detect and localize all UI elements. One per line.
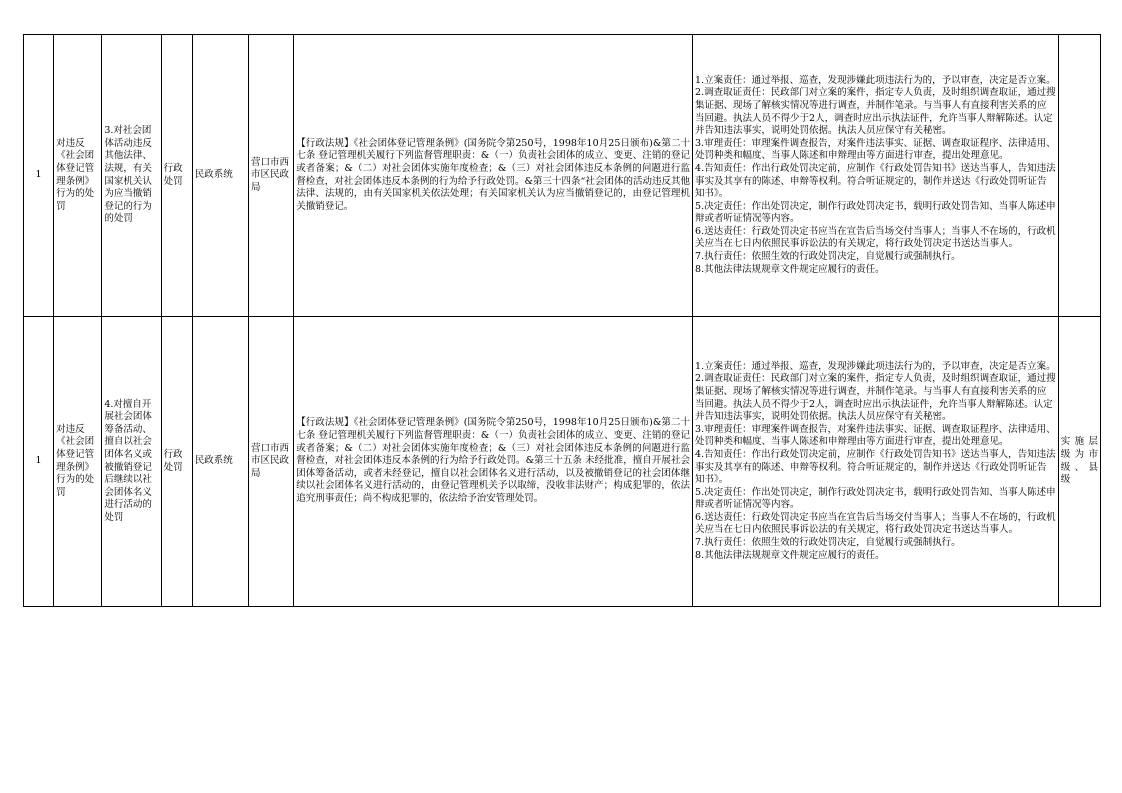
power-type: 行政处罚: [161, 35, 192, 317]
responsibilities: [693, 317, 1059, 607]
responsibility-item: 2.调查取证责任：民政部门对立案的案件，指定专人负责，及时组织调查取证，通过搜集证据、现场了解核实情况等进行调查，并制作笔录。与当事人有直接利害关系的应当回避。执法人员不得少于2人，调查时应出示执法证件，允许当事人辩解陈述。认定并告知违法事实，说明处罚依据。执法人员应保守有关秘密。: [695, 87, 1056, 137]
legal-basis: 【行政法规】《社会团体登记管理条例》(国务院令第250号，1998年10月25日颁布)&第二十七条 登记管理机关履行下列监督管理职责：&（一）负责社会团体的成立、变更、注销的登记或者备案；&（二）对社会团体实施年度检查；&（三）对社会团体违反本条例的问题进行监督检查，对社会团体违反本条例的行为给予行政处罚。&第三十四条“社会团体的活动违反其他法律、法规的，由有关国家机关依法处理；有关国家机关认为应当撤销登记的，由登记管理机关撤销登记。: [294, 35, 693, 317]
responsibility-item: 5.决定责任：作出处罚决定，制作行政处罚决定书，载明行政处罚告知、当事人陈述申辩或者听证情况等内容。: [695, 486, 1056, 511]
responsibility-item: 1.立案责任：通过举报、巡查，发现涉嫌此项违法行为的，予以审查，决定是否立案。: [695, 74, 1056, 86]
powers-table: [23, 34, 1101, 607]
responsibility-item: 4.告知责任：作出行政处罚决定前，应制作《行政处罚告知书》送达当事人，告知违法事实及其享有的陈述、申辩等权利。符合听证规定的，制作并送达《行政处罚听证告知书》。: [695, 162, 1056, 200]
department: 营口市西市区民政局: [249, 317, 294, 607]
responsibilities: [693, 35, 1059, 317]
row-number: 1: [24, 35, 54, 317]
item-name: 对违反《社会团体登记管理条例》行为的处罚: [54, 317, 102, 607]
row-number: 1: [24, 317, 54, 607]
legal-basis: 【行政法规】《社会团体登记管理条例》(国务院令第250号，1998年10月25日颁布)&第二十七条 登记管理机关履行下列监督管理职责：&（一）负责社会团体的成立、变更、注销的登记或者备案；&（二）对社会团体实施年度检查；&（三）对社会团体违反本条例的问题进行监督检查，对社会团体违反本条例的行为给予行政处罚。&第三十五条 未经批准，擅自开展社会团体筹备活动，或者未经登记，擅自以社会团体名义进行活动，以及被撤销登记的社会团体继续以社会团体名义进行活动的，由登记管理机关予以取缔，没收非法财产；构成犯罪的，依法追究刑事责任；尚不构成犯罪的，依法给予治安管理处罚。: [294, 317, 693, 607]
sub-item: 4.对擅自开展社会团体筹备活动、擅自以社会团体名义或被撤销登记后继续以社会团体名义进行活动的处罚: [102, 317, 161, 607]
responsibility-item: 4.告知责任：作出行政处罚决定前，应制作《行政处罚告知书》送达当事人，告知违法事实及其享有的陈述、申辩等权利。符合听证规定的，制作并送达《行政处罚听证告知书》。: [695, 448, 1056, 486]
responsibility-item: 3.审理责任：审理案件调查报告，对案件违法事实、证据、调查取证程序、法律适用、处罚种类和幅度、当事人陈述和申辩理由等方面进行审查，提出处理意见。: [695, 137, 1056, 162]
responsibility-item: 8.其他法律法规规章文件规定应履行的责任。: [695, 263, 885, 275]
responsibility-item: 6.送达责任：行政处罚决定书应当在宣告后当场交付当事人；当事人不在场的，行政机关应当在七日内依照民事诉讼法的有关规定，将行政处罚决定书送达当事人。: [695, 511, 1056, 536]
implementation-level: 实施层级为市级、县级: [1058, 317, 1100, 607]
department: 营口市西市区民政局: [249, 35, 294, 317]
item-name: 对违反《社会团体登记管理条例》行为的处罚: [54, 35, 102, 317]
responsibility-item: 2.调查取证责任：民政部门对立案的案件，指定专人负责，及时组织调查取证，通过搜集证据、现场了解核实情况等进行调查，并制作笔录。与当事人有直接利害关系的应当回避。执法人员不得少于2人，调查时应出示执法证件，允许当事人辩解陈述。认定并告知违法事实，说明处罚依据。执法人员应保守有关秘密。: [695, 373, 1056, 423]
responsibility-item: 3.审理责任：审理案件调查报告，对案件违法事实、证据、调查取证程序、法律适用、处罚种类和幅度、当事人陈述和申辩理由等方面进行审查，提出处理意见。: [695, 423, 1056, 448]
responsibility-item: 8.其他法律法规规章文件规定应履行的责任。: [695, 549, 885, 561]
system: 民政系统: [192, 317, 248, 607]
sub-item: 3.对社会团体活动违反其他法律、法规，有关国家机关认为应当撤销登记的行为的处罚: [102, 35, 161, 317]
implementation-level: [1058, 35, 1100, 317]
responsibility-item: 5.决定责任：作出处罚决定，制作行政处罚决定书，载明行政处罚告知、当事人陈述申辩或者听证情况等内容。: [695, 200, 1056, 225]
responsibility-item: 1.立案责任：通过举报、巡查，发现涉嫌此项违法行为的，予以审查，决定是否立案。: [695, 360, 1056, 372]
responsibility-item: 6.送达责任：行政处罚决定书应当在宣告后当场交付当事人；当事人不在场的，行政机关应当在七日内依照民事诉讼法的有关规定，将行政处罚决定书送达当事人。: [695, 225, 1056, 250]
responsibility-item: 7.执行责任：依照生效的行政处罚决定，自觉履行或强制执行。: [695, 537, 961, 549]
table-row: [24, 317, 1101, 607]
responsibility-item: 7.执行责任：依照生效的行政处罚决定，自觉履行或强制执行。: [695, 251, 961, 263]
table-row: [24, 35, 1101, 317]
power-type: 行政处罚: [161, 317, 192, 607]
system: 民政系统: [192, 35, 248, 317]
